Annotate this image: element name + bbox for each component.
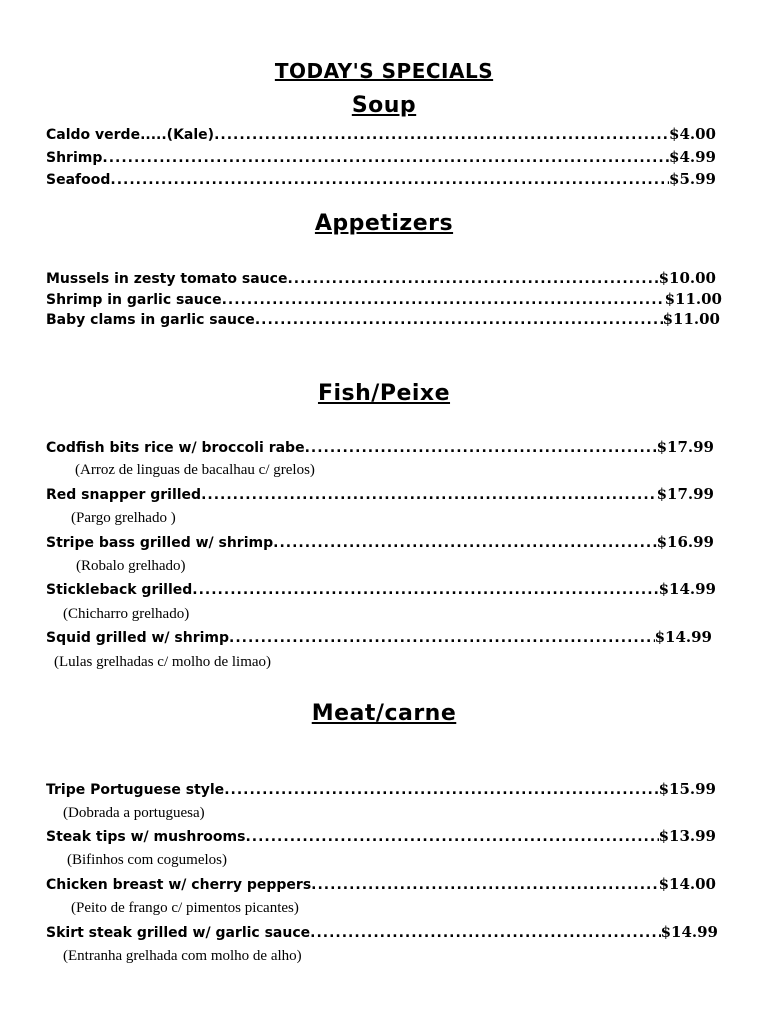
section-heading-soup: Soup	[351, 93, 417, 118]
menu-item	[46, 826, 716, 846]
item-price: $13.99	[658, 827, 716, 845]
item-price: $17.99	[656, 485, 714, 503]
section-heading-appetizers: Appetizers	[314, 211, 454, 236]
dot-leader	[310, 923, 660, 942]
dot-leader	[311, 875, 658, 894]
dot-leader	[255, 310, 663, 329]
page-title: TODAY'S SPECIALS	[274, 59, 494, 83]
dot-leader	[273, 533, 656, 552]
menu-item	[46, 268, 716, 288]
dot-leader	[222, 290, 665, 309]
item-price: $4.00	[669, 125, 716, 143]
dot-leader	[201, 485, 657, 504]
item-name: Tripe Portuguese style	[46, 782, 225, 798]
menu-item	[46, 147, 716, 167]
item-name: Stripe bass grilled w/ shrimp	[46, 535, 274, 551]
menu-item	[46, 309, 720, 329]
menu-item	[46, 579, 716, 599]
item-price: $14.99	[660, 923, 718, 941]
menu-item	[46, 289, 722, 309]
item-name: Baby clams in garlic sauce	[46, 312, 255, 328]
dot-leader	[102, 148, 669, 167]
item-price: $11.00	[664, 290, 722, 308]
item-name: Steak tips w/ mushrooms	[46, 829, 246, 845]
item-price: $14.99	[658, 580, 716, 598]
item-price: $10.00	[658, 269, 716, 287]
section-heading-fish: Fish/Peixe	[317, 381, 451, 406]
menu-item	[46, 779, 716, 799]
dot-leader	[192, 580, 658, 599]
item-name: Skirt steak grilled w/ garlic sauce	[46, 925, 311, 941]
item-name: Chicken breast w/ cherry peppers	[46, 877, 312, 893]
item-name: Caldo verde.....(Kale)	[46, 127, 215, 143]
item-price: $16.99	[656, 533, 714, 551]
item-translation: (Robalo grelhado)	[76, 558, 186, 574]
item-price: $14.99	[654, 628, 712, 646]
item-price: $5.99	[669, 170, 716, 188]
item-price: $11.00	[662, 310, 720, 328]
item-name: Mussels in zesty tomato sauce	[46, 271, 288, 287]
dot-leader	[110, 170, 669, 189]
dot-leader	[214, 125, 669, 144]
item-translation: (Arroz de linguas de bacalhau c/ grelos)	[75, 462, 315, 478]
menu-item	[46, 874, 716, 894]
item-translation: (Lulas grelhadas c/ molho de limao)	[54, 654, 272, 670]
item-name: Stickleback grilled	[46, 582, 193, 598]
dot-leader	[245, 827, 658, 846]
item-translation: (Chicharro grelhado)	[63, 606, 190, 622]
menu-item	[46, 484, 714, 504]
item-name: Codfish bits rice w/ broccoli rabe	[46, 440, 305, 456]
dot-leader	[287, 269, 658, 288]
menu-item	[46, 437, 714, 457]
dot-leader	[305, 438, 657, 457]
item-name: Shrimp in garlic sauce	[46, 292, 222, 308]
item-price: $4.99	[669, 148, 716, 166]
item-name: Red snapper grilled	[46, 487, 202, 503]
item-translation: (Peito de frango c/ pimentos picantes)	[71, 900, 299, 916]
dot-leader	[229, 628, 655, 647]
item-name: Shrimp	[46, 150, 103, 166]
item-name: Seafood	[46, 172, 111, 188]
section-heading-meat: Meat/carne	[311, 701, 457, 726]
item-translation: (Pargo grelhado )	[71, 510, 176, 526]
menu-item	[46, 169, 716, 189]
item-price: $17.99	[656, 438, 714, 456]
menu-item	[46, 532, 714, 552]
item-translation: (Dobrada a portuguesa)	[63, 805, 205, 821]
menu-item	[46, 124, 716, 144]
item-translation: (Bifinhos com cogumelos)	[67, 852, 227, 868]
item-price: $14.00	[658, 875, 716, 893]
dot-leader	[224, 780, 658, 799]
item-name: Squid grilled w/ shrimp	[46, 630, 230, 646]
item-translation: (Entranha grelhada com molho de alho)	[63, 948, 302, 964]
menu-item	[46, 922, 718, 942]
menu-item	[46, 627, 712, 647]
item-price: $15.99	[658, 780, 716, 798]
